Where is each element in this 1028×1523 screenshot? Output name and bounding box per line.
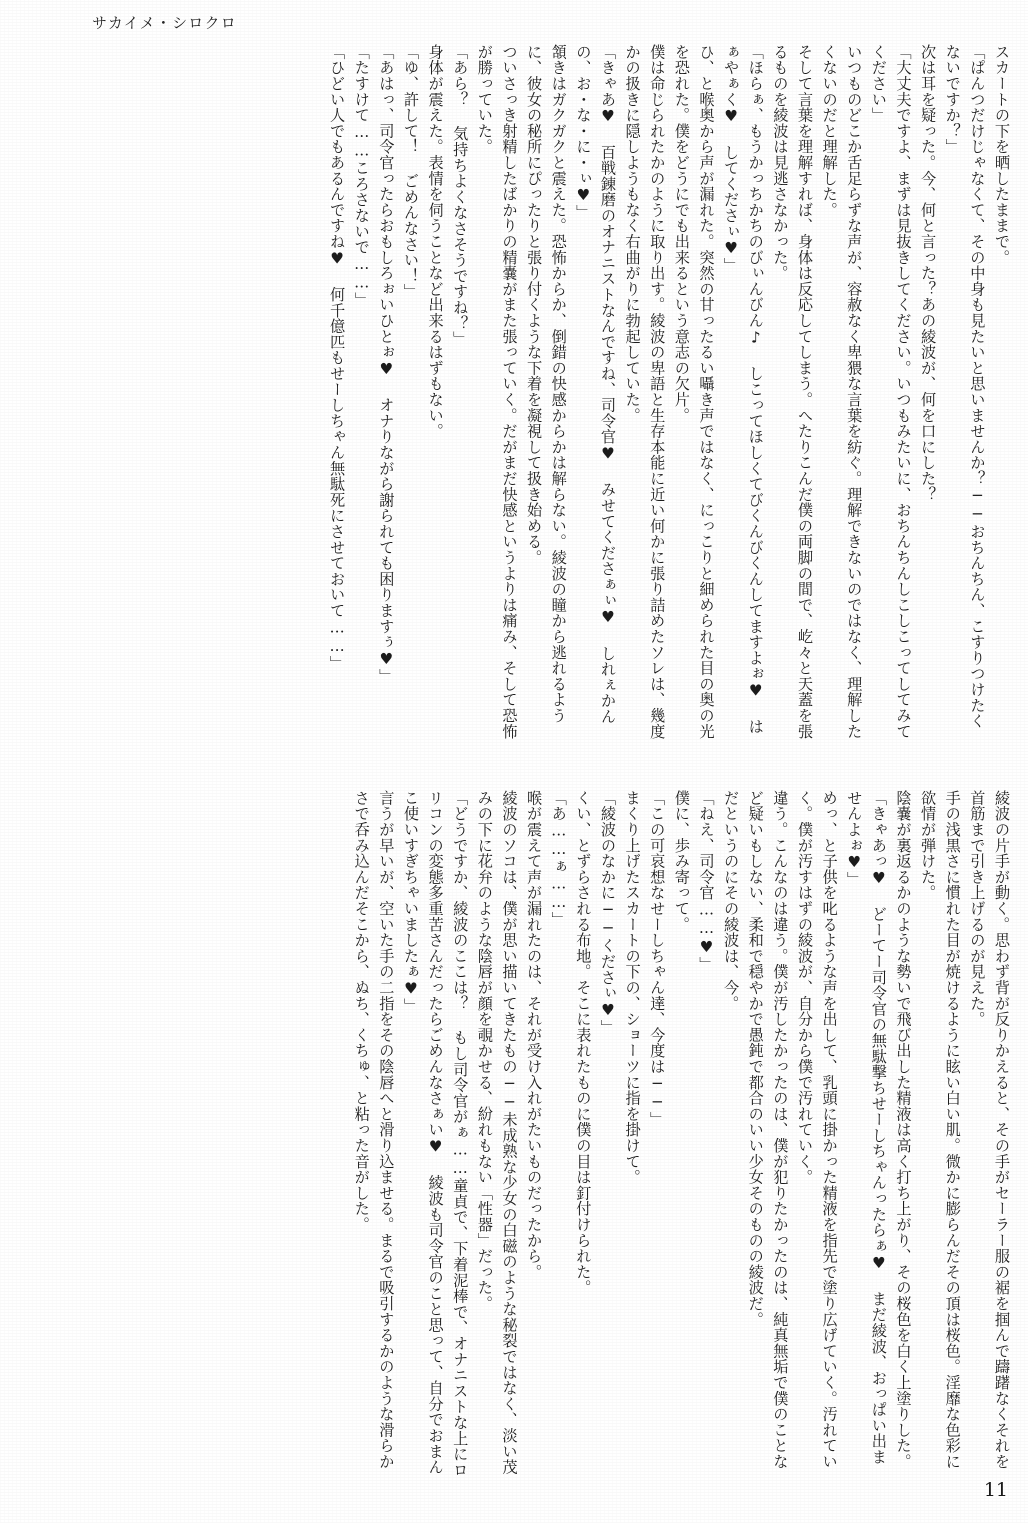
text-paragraph: 「きゃあ♥ 百戦錬磨のオナニストなんですね、司令官♥ みせてくださぁぃ♥ しれぇかんの、お・な・に・ぃ♥」 [574, 44, 617, 725]
text-paragraph: 頷きはガクガクと震えた。恐怖からか、倒錯の快感からかは解らない。綾波の瞳から逃れるように、彼女の秘所にぴったりと張り付くような下着を凝視して扱き始める。 [525, 44, 568, 724]
text-paragraph: 喉が震えて声が漏れたのは、それが受け入れがたいものだったから。 [525, 790, 544, 1280]
text-paragraph: 「あ……ぁ……」 [549, 790, 568, 928]
text-paragraph: 「ひどい人でもあるんですね♥ 何千億匹もせーしちゃん無駄死にさせておいて……」 [328, 44, 347, 672]
text-paragraph: 「たすけて……ころさないで……」 [352, 44, 371, 308]
text-paragraph: そして言葉を理解すれば、身体は反応してしまう。へたりこんだ僕の両脚の間で、屹々と天蓋を張るものを綾波は見逃さなかった。 [771, 44, 814, 740]
upper-text-block [54, 44, 1014, 744]
text-paragraph: 「この可哀想なせーしちゃん達、今度は──」 [648, 790, 667, 1128]
text-paragraph: 陰嚢が裏返るかのような勢いで飛び出した精液は高く打ち上がり、その桜色を白く上塗りした。 [894, 790, 913, 1470]
text-paragraph: 「あはっ、司令官ったらおもしろぉいひとぉ♥ オナりながら謝られても困りますぅ♥」 [377, 44, 396, 685]
page-header-title: サカイメ・シロクロ [92, 14, 237, 32]
text-paragraph: 「ねえ、司令官……♥」 [697, 790, 716, 973]
text-paragraph: 「あら？ 気持ちよくなさそうですね？」 [451, 44, 470, 347]
text-paragraph: 身体が震えた。表情を伺うことなど出来るはずもない。 [426, 44, 445, 439]
text-paragraph: 手の浅黒さに慣れた目が焼けるように眩い白い肌。微かに膨らんだその頂は桜色。淫靡な色彩に欲情が弾けた。 [919, 790, 962, 1470]
text-paragraph: ひ、と喉奥から声が漏れた。突然の甘ったるい囁き声ではなく、にっこりと細められた目の奥の光を恐れた。僕をどうにでも出来るという意志の欠片。 [672, 44, 716, 740]
text-paragraph: 「大丈夫ですよ、まずは見抜きしてください。いつもみたいに、おちんちんしこしこってしてみてください」 [869, 44, 913, 740]
text-paragraph: 綾波のソコは、僕が思い描いてきたもの──未成熟な少女の白磁のような秘裂ではなく、淡い茂みの下に花弁のような陰唇が顔を覗かせる、紛れもない「性器」だった。 [475, 790, 519, 1475]
text-paragraph: 僕に、歩み寄って。 [672, 790, 691, 933]
text-paragraph: めっ、と子供を叱るような声を出して、乳頭に掛かった精液を指先で塗り広げていく。汚れていく。僕が汚すはずの綾波が、自分から僕で汚れていく。 [796, 790, 839, 1470]
text-paragraph: 「ほらぁ、もうかっちかちのびぃんびん♪ しこってほしくてびくんびくんしてますよぉ♥ はぁやぁく♥ してくださぃ♥」 [722, 44, 765, 735]
lower-text-block [54, 790, 1014, 1480]
text-paragraph: スカートの下を晒したままで。 [993, 44, 1011, 266]
text-paragraph: 「ぱんつだけじゃなくて、その中身も見たいと思いませんか？──おちんちん、こすりつけたくないですか？」 [943, 44, 987, 729]
text-paragraph: 次は耳を疑った。今、何と言った？あの綾波が、何を口にした？ [919, 44, 938, 503]
text-paragraph: 違う。こんなのは違う。僕が汚したかったのは、僕が犯りたかったのは、純真無垢で僕のことなど疑いもしない、柔和で穏やかで愚鈍で都合のいい少女そのものの綾波だ。 [746, 790, 790, 1470]
text-paragraph: 僕は命じられたかのように取り出す。綾波の卑語と生存本能に近い何かに張り詰めたソレは、幾度かの扱きに隠しようもなく右曲がりに勃起していた。 [623, 44, 667, 740]
text-paragraph: 「きゃあっ♥ どーてー司令官の無駄撃ちせーしちゃんったらぁ♥ まだ綾波、おっぱい出ませんよぉ♥」 [845, 790, 888, 1465]
text-paragraph: くい、とずらされる布地。そこに表れたものに僕の目は釘付けられた。 [574, 790, 593, 1296]
text-paragraph: まくり上げたスカートの下の、ショーツに指を掛けて。 [623, 790, 642, 1185]
text-paragraph: 「どうですか、綾波のここは？ もし司令官がぁ……童貞で、下着泥棒で、オナニストな上にロリコンの変態多重苦さんだったらごめんなさぁい♥ 綾波も司令官のこと思って、自分でおまんこ使いすぎちゃいましたぁ♥」 [402, 790, 470, 1478]
text-paragraph: いつものどこか舌足らずな声が、容赦なく卑猥な言葉を紡ぐ。理解できないのではなく、理解したくないのだと理解した。 [820, 44, 864, 740]
text-paragraph: 「綾波のなかに──くださぃ♥」 [599, 790, 617, 1036]
page-number: 11 [983, 1479, 1008, 1501]
text-paragraph: 「ゆ、許して！ ごめんなさい！」 [402, 44, 420, 300]
text-paragraph: 言うが早いが、空いた手の二指をその陰唇へと滑り込ませる。まるで吸引するかのような滑らかさで呑み込んだそこから、ぬち、くちゅ、と粘った音がした。 [352, 790, 396, 1470]
text-paragraph: ついさっき射精したばかりの精嚢がまた張っていく。だがまだ快感というよりは痛み、そして恐怖が勝っていた。 [475, 44, 519, 740]
text-paragraph: 綾波の片手が動く。思わず背が反りかえると、その手がセーラー服の裾を掴んで躊躇なくそれを首筋まで引き上げるのが見えた。 [968, 790, 1011, 1470]
text-paragraph: だというのにその綾波は、今。 [722, 790, 741, 1012]
